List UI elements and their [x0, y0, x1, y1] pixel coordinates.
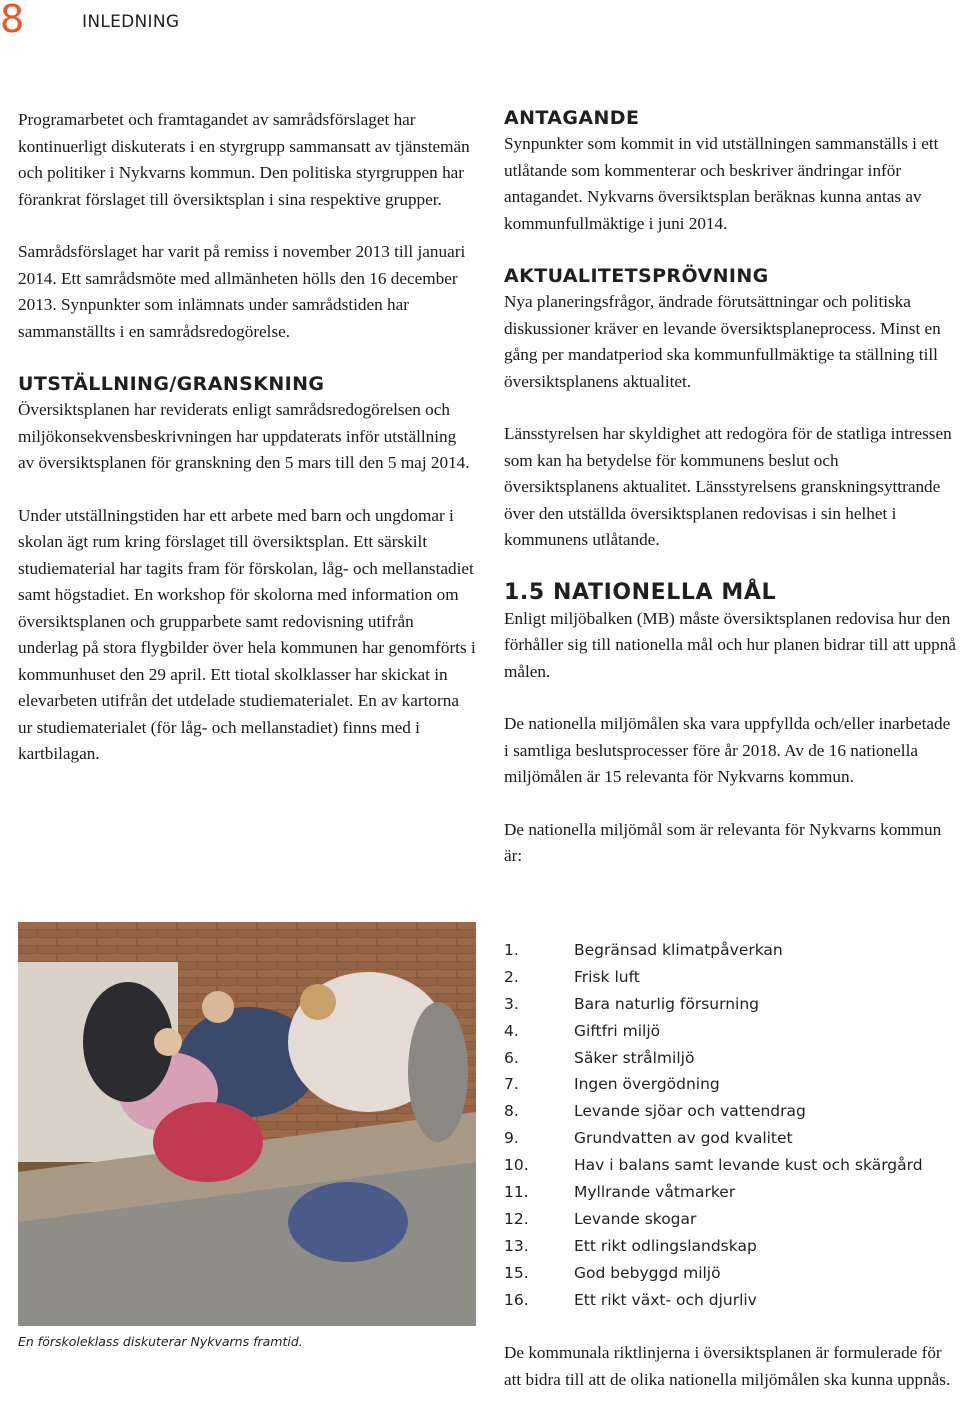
paragraph-miljomal: De nationella miljömålen ska vara uppfyllda och/eller inarbetade i samtliga beslutsprocesser före år 2018. Av de 16 nationella miljömålen är 15 relevanta för Nykvarns kommun.: [504, 714, 951, 786]
goal-label: Frisk luft: [574, 967, 640, 986]
left-column: [18, 107, 476, 768]
goal-number: 16.: [504, 1290, 529, 1309]
list-item: [504, 1152, 923, 1179]
goal-number: 3.: [504, 994, 519, 1013]
goal-label: Ingen övergödning: [574, 1075, 720, 1094]
heading-utstallning: UTSTÄLLNING/GRANSKNING: [18, 373, 325, 395]
goal-number: 8.: [504, 1102, 519, 1121]
photo-caption: En förskoleklass diskuterar Nykvarns framtid.: [18, 1334, 303, 1349]
paragraph-utstallning: Översiktsplanen har reviderats enligt samrådsredogörelsen och miljökonsekvensbeskrivningen har uppdaterats inför utställning av översiktsplanen för granskning den 5 mars till den 5 maj 2014.: [18, 400, 470, 472]
goal-number: 4.: [504, 1021, 519, 1040]
section-title: INLEDNING: [82, 12, 180, 32]
goal-label: God bebyggd miljö: [574, 1263, 721, 1282]
goal-number: 12.: [504, 1209, 529, 1228]
goal-number: 11.: [504, 1183, 529, 1202]
goal-label: Giftfri miljö: [574, 1021, 661, 1040]
goal-label: Begränsad klimatpåverkan: [574, 941, 783, 959]
goal-label: Ett rikt växt- och djurliv: [574, 1290, 757, 1309]
list-item: [504, 1071, 923, 1098]
goal-number: 13.: [504, 1236, 529, 1255]
list-item: [504, 1045, 923, 1072]
paragraph-lansstyrelsen: Länsstyrelsen har skyldighet att redogöra för de statliga intressen som kan ha betydelse för kommunens beslut och översiktsplanens aktualitet. Länsstyrelsens granskningsyttrande över den utställda översiktsplanen redovisas i sin helhet i kommunens utlåtande.: [504, 424, 952, 549]
paragraph-miljobalken: Enligt miljöbalken (MB) måste översiktsplanen redovisa hur den förhåller sig till nationella mål och hur planen bidrar till att uppnå målen.: [504, 608, 956, 681]
paragraph-kommunala-riktlinjer: De kommunala riktlinjerna i översiktsplanen är formulerade för att bidra till att de olika nationella miljömålen ska kunna uppnås.: [504, 1343, 951, 1389]
paragraph-barn-och-ungdomar: Under utställningstiden har ett arbete med barn och ungdomar i skolan ägt rum kring förslaget till översiktsplan. Ett särskilt studiematerial har tagits fram för förskolan, låg- och mellanstadiet samt högstadiet. En workshop för skolorna med information om översiktsplanen och grupparbete samt redovisning utifrån underlag på stora flygbilder över hela kommunen har genomförts i kommunhuset den 29 april. Ett tiotal skolklasser har skickat in elevarbeten utifrån det utdelade studiematerialet. En av kartorna ur studiematerialet (för låg- och mellanstadiet) finns med i kartbilagan.: [18, 505, 476, 763]
goal-number: 15.: [504, 1263, 529, 1282]
list-item: [504, 1206, 923, 1233]
goal-number: 2.: [504, 967, 519, 986]
paragraph-styrgrupp: Programarbetet och framtagandet av samrådsförslaget har kontinuerligt diskuterats i en styrgrupp sammansatt av tjänstemän och politiker i Nykvarns kommun. Den politiska styrgruppen har förankrat förslaget till översiktsplan i sina respektive grupper.: [18, 110, 470, 209]
list-item: [504, 1233, 923, 1260]
list-item: [504, 937, 923, 964]
list-item: [504, 1179, 923, 1206]
goal-label: Hav i balans samt levande kust och skärgård: [574, 1156, 923, 1175]
preschool-photo-illustration: [18, 922, 476, 1326]
paragraph-aktualitet: Nya planeringsfrågor, ändrade förutsättningar och politiska diskussioner kräver en levande översiktsplaneprocess. Minst en gång per mandatperiod ska kommunfullmäktige ta ställning till översiktsplanens aktualitet.: [504, 292, 941, 391]
heading-aktualitetsprovning: AKTUALITETSPRÖVNING: [504, 265, 769, 287]
right-column: [504, 105, 956, 870]
list-item: [504, 1125, 923, 1152]
goal-label: Grundvatten av god kvalitet: [574, 1129, 793, 1148]
goal-label: Bara naturlig försurning: [574, 994, 760, 1013]
heading-nationella-mal: 1.5 NATIONELLA MÅL: [504, 579, 777, 605]
goal-label: Levande sjöar och vattendrag: [574, 1102, 806, 1121]
paragraph-antagande: Synpunkter som kommit in vid utställningen sammanställs i ett utlåtande som kommenterar och beskriver ändringar inför antagandet. Nykvarns översiktsplan beräknas kunna antas av kommunfullmäktige i juni 2014.: [504, 134, 939, 233]
goal-label: Myllrande våtmarker: [574, 1183, 736, 1202]
preschool-photo: [18, 922, 476, 1326]
goal-number: 7.: [504, 1075, 519, 1094]
goal-label: Ett rikt odlingslandskap: [574, 1236, 757, 1255]
heading-antagande: ANTAGANDE: [504, 107, 640, 129]
goal-label: Säker strålmiljö: [574, 1048, 695, 1067]
goal-number: 9.: [504, 1129, 519, 1148]
goal-number: 10.: [504, 1156, 529, 1175]
list-item: [504, 991, 923, 1018]
goals-list: [504, 937, 923, 1313]
page-number: 8: [0, 0, 24, 41]
list-item: [504, 1098, 923, 1125]
list-item: [504, 1287, 923, 1314]
list-item: [504, 1018, 923, 1045]
goal-number: 1.: [504, 941, 519, 959]
paragraph-remiss: Samrådsförslaget har varit på remiss i november 2013 till januari 2014. Ett samrådsmöte med allmänheten hölls den 16 december 2013. Synpunkter som inlämnats under samrådstiden har sammanställts i en samrådsredogörelse.: [18, 242, 466, 341]
goal-number: 6.: [504, 1048, 519, 1067]
list-item: [504, 1260, 923, 1287]
paragraph-relevanta-mal: De nationella miljömål som är relevanta för Nykvarns kommun är:: [504, 819, 942, 865]
goal-label: Levande skogar: [574, 1209, 697, 1228]
right-column-bottom: [504, 1340, 956, 1393]
list-item: [504, 964, 923, 991]
